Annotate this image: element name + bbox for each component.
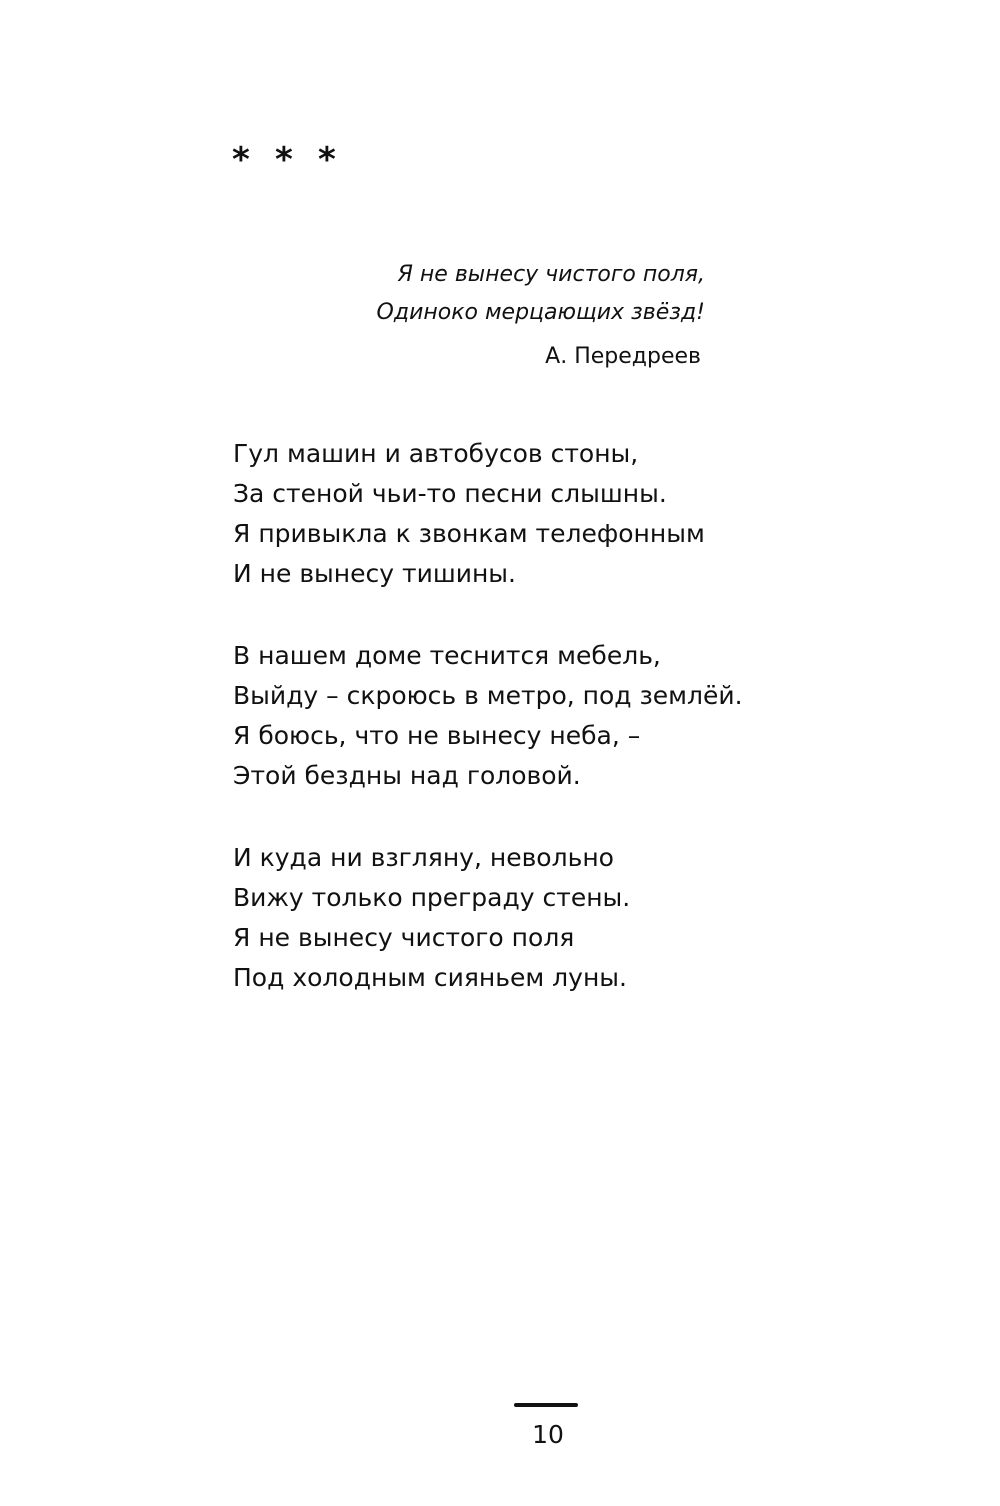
asterisk: * bbox=[275, 140, 293, 180]
verse-line: За стеной чьи-то песни слышны. bbox=[233, 479, 667, 508]
verse-line: Гул машин и автобусов стоны, bbox=[233, 439, 639, 468]
verse-line: Выйду – скроюсь в метро, под землёй. bbox=[233, 681, 743, 710]
verse-line: И куда ни взгляну, невольно bbox=[233, 843, 614, 872]
page-number: 10 bbox=[532, 1420, 564, 1449]
verse-line: Я боюсь, что не вынесу неба, – bbox=[233, 721, 641, 750]
epigraph-line: Я не вынесу чистого поля, bbox=[397, 262, 705, 287]
verse-line: Я не вынесу чистого поля bbox=[233, 923, 575, 952]
asterisk: * bbox=[232, 140, 250, 180]
verse-line: Под холодным сияньем луны. bbox=[233, 963, 627, 992]
verse-line: В нашем доме теснится мебель, bbox=[233, 641, 661, 670]
verse-line: Этой бездны над головой. bbox=[233, 761, 581, 790]
stanza bbox=[233, 434, 793, 594]
page-number-rule bbox=[514, 1403, 578, 1407]
section-ornament bbox=[232, 140, 361, 180]
asterisk: * bbox=[318, 140, 336, 180]
verse-line: И не вынесу тишины. bbox=[233, 559, 516, 588]
stanza bbox=[233, 636, 793, 796]
epigraph bbox=[360, 256, 705, 372]
poem-body bbox=[233, 434, 793, 998]
verse-line: Я привыкла к звонкам телефонным bbox=[233, 519, 705, 548]
epigraph-author: А. Передреев bbox=[545, 344, 701, 369]
verse-line: Вижу только преграду стены. bbox=[233, 883, 631, 912]
stanza bbox=[233, 838, 793, 998]
epigraph-line: Одиноко мерцающих звёзд! bbox=[376, 300, 705, 325]
